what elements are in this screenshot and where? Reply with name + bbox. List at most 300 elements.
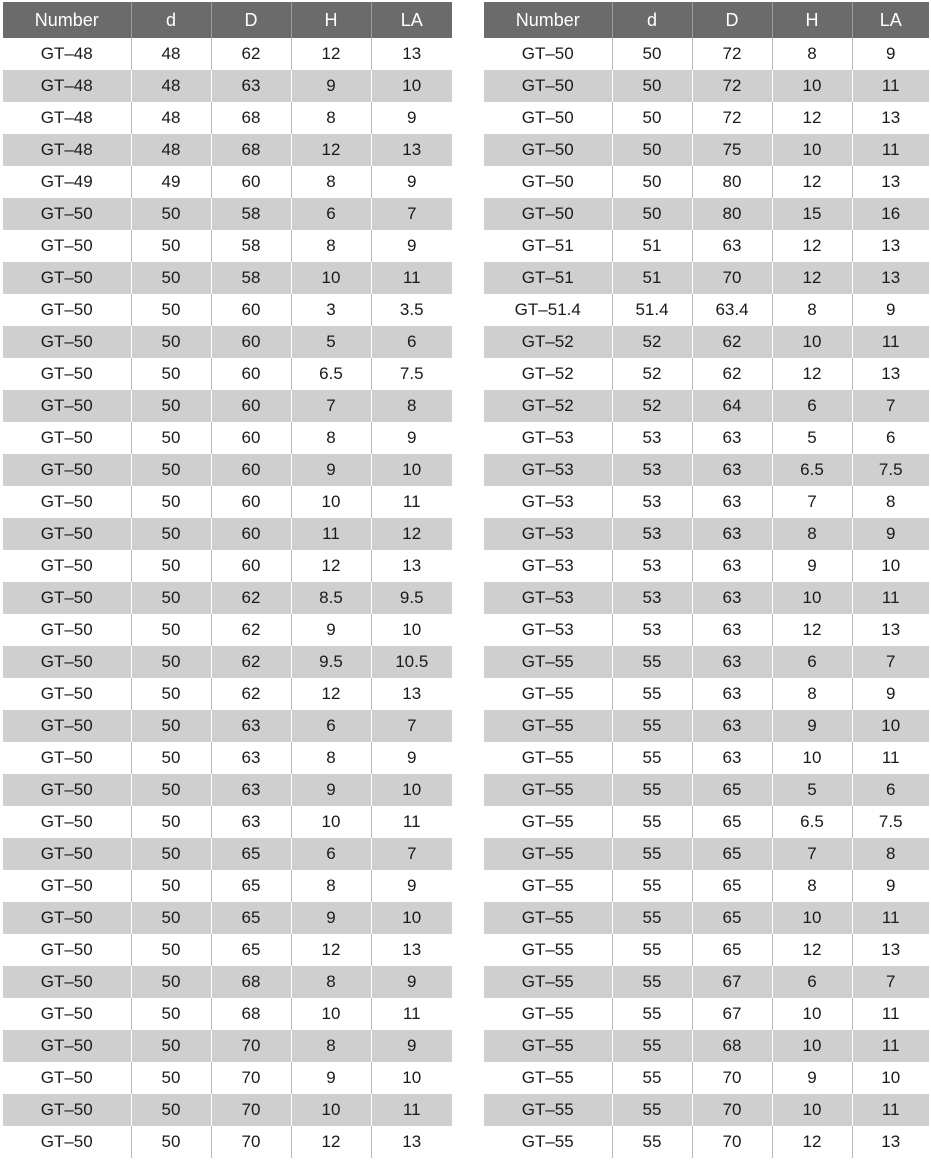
cell-la: 13 <box>852 614 929 646</box>
cell-la: 13 <box>371 1126 452 1158</box>
cell-number: GT–50 <box>40 748 93 767</box>
cell-number: GT–50 <box>40 236 93 255</box>
cell-d-inner: 48 <box>131 70 211 102</box>
cell-number: GT–50 <box>484 198 612 230</box>
table-row <box>484 934 929 966</box>
cell-d-inner: 50 <box>131 902 211 934</box>
cell-d-inner: 48 <box>131 134 211 166</box>
cell-d-inner: 53 <box>612 614 692 646</box>
cell-number: GT–55 <box>521 1132 574 1151</box>
cell-h: 7 <box>291 390 371 422</box>
cell-d-outer: 67 <box>692 966 772 998</box>
cell-d-outer: 63 <box>692 710 772 742</box>
cell-d-inner: 50 <box>131 550 211 582</box>
cell-number: GT–53 <box>521 492 574 511</box>
table-row <box>3 198 452 230</box>
cell-number: GT–50 <box>521 108 574 127</box>
cell-d-outer: 70 <box>211 1062 291 1094</box>
table-row <box>3 70 452 102</box>
cell-number: GT–50 <box>3 966 131 998</box>
cell-d-outer: 60 <box>211 486 291 518</box>
cell-h: 8 <box>291 230 371 262</box>
cell-number: GT–50 <box>3 198 131 230</box>
cell-la: 11 <box>852 1030 929 1062</box>
cell-h: 10 <box>772 1030 852 1062</box>
cell-la: 9 <box>371 870 452 902</box>
cell-h: 6 <box>291 838 371 870</box>
cell-d-outer: 60 <box>211 294 291 326</box>
cell-number: GT–55 <box>521 1004 574 1023</box>
cell-la: 6 <box>852 422 929 454</box>
table-row <box>3 934 452 966</box>
cell-d-inner: 50 <box>612 102 692 134</box>
cell-number: GT–50 <box>40 1068 93 1087</box>
cell-la: 13 <box>852 230 929 262</box>
cell-d-inner: 50 <box>131 742 211 774</box>
table-row <box>3 998 452 1030</box>
table-row <box>484 422 929 454</box>
cell-h: 6 <box>772 390 852 422</box>
cell-la: 7 <box>371 198 452 230</box>
cell-h: 5 <box>772 422 852 454</box>
table-header-row <box>484 2 929 38</box>
cell-d-inner: 53 <box>612 550 692 582</box>
cell-h: 10 <box>291 486 371 518</box>
cell-la: 13 <box>852 166 929 198</box>
cell-h: 10 <box>772 1094 852 1126</box>
table-row <box>484 166 929 198</box>
table-row <box>3 870 452 902</box>
table-row <box>484 678 929 710</box>
cell-d-inner: 50 <box>131 582 211 614</box>
cell-h: 12 <box>772 1126 852 1158</box>
cell-la: 7 <box>852 646 929 678</box>
table-row <box>3 838 452 870</box>
cell-d-outer: 68 <box>211 998 291 1030</box>
cell-d-outer: 80 <box>692 166 772 198</box>
cell-d-inner: 48 <box>131 38 211 70</box>
cell-d-inner: 50 <box>131 326 211 358</box>
cell-la: 9 <box>371 166 452 198</box>
cell-h: 8 <box>772 294 852 326</box>
cell-d-outer: 63 <box>211 774 291 806</box>
cell-d-inner: 51.4 <box>612 294 692 326</box>
table-header-row <box>3 2 452 38</box>
cell-d-inner: 50 <box>612 134 692 166</box>
cell-number: GT–50 <box>40 556 93 575</box>
table-row <box>484 38 929 70</box>
cell-number: GT–55 <box>484 838 612 870</box>
table-row <box>484 550 929 582</box>
cell-number: GT–50 <box>3 902 131 934</box>
table-row <box>3 358 452 390</box>
table-row <box>3 582 452 614</box>
cell-la: 11 <box>852 1094 929 1126</box>
cell-d-outer: 63 <box>211 710 291 742</box>
cell-la: 13 <box>371 38 452 70</box>
table-row <box>3 678 452 710</box>
cell-h: 8 <box>291 102 371 134</box>
cell-d-outer: 72 <box>692 102 772 134</box>
cell-h: 8 <box>291 742 371 774</box>
cell-d-outer: 63 <box>692 550 772 582</box>
cell-h: 10 <box>291 1094 371 1126</box>
cell-h: 8 <box>772 870 852 902</box>
cell-h: 8.5 <box>291 582 371 614</box>
cell-d-inner: 55 <box>612 1126 692 1158</box>
table-row <box>3 742 452 774</box>
cell-d-outer: 68 <box>692 1030 772 1062</box>
cell-h: 12 <box>291 1126 371 1158</box>
cell-d-outer: 70 <box>211 1126 291 1158</box>
cell-la: 13 <box>852 934 929 966</box>
header-d-inner: d <box>612 2 692 38</box>
cell-la: 10 <box>852 550 929 582</box>
table-row <box>484 390 929 422</box>
cell-d-inner: 52 <box>612 358 692 390</box>
cell-d-outer: 63 <box>692 422 772 454</box>
cell-d-outer: 62 <box>211 646 291 678</box>
cell-d-outer: 60 <box>211 422 291 454</box>
cell-h: 8 <box>291 1030 371 1062</box>
cell-h: 9 <box>291 1062 371 1094</box>
cell-la: 9 <box>852 678 929 710</box>
cell-d-inner: 50 <box>131 934 211 966</box>
cell-la: 3.5 <box>371 294 452 326</box>
cell-la: 10 <box>852 1062 929 1094</box>
header-number: Number <box>3 2 131 38</box>
cell-d-inner: 50 <box>131 294 211 326</box>
cell-h: 12 <box>291 678 371 710</box>
cell-d-outer: 63.4 <box>692 294 772 326</box>
cell-la: 7 <box>371 838 452 870</box>
cell-d-inner: 53 <box>612 582 692 614</box>
cell-number: GT–50 <box>3 710 131 742</box>
cell-la: 9 <box>371 230 452 262</box>
cell-number: GT–50 <box>521 172 574 191</box>
cell-d-outer: 70 <box>211 1094 291 1126</box>
cell-h: 9 <box>291 614 371 646</box>
cell-la: 10 <box>852 710 929 742</box>
table-row <box>3 262 452 294</box>
cell-number: GT–55 <box>521 812 574 831</box>
table-row <box>3 1030 452 1062</box>
cell-la: 10.5 <box>371 646 452 678</box>
cell-h: 12 <box>291 38 371 70</box>
spec-table-left <box>3 2 452 1158</box>
cell-d-inner: 55 <box>612 806 692 838</box>
table-row <box>3 134 452 166</box>
cell-d-outer: 60 <box>211 358 291 390</box>
cell-h: 10 <box>291 262 371 294</box>
cell-d-inner: 50 <box>131 1126 211 1158</box>
cell-d-inner: 55 <box>612 774 692 806</box>
cell-d-outer: 70 <box>692 1094 772 1126</box>
cell-h: 9 <box>772 710 852 742</box>
header-d-outer: D <box>692 2 772 38</box>
cell-d-inner: 50 <box>612 166 692 198</box>
cell-d-outer: 60 <box>211 518 291 550</box>
cell-number: GT–50 <box>3 838 131 870</box>
table-row <box>3 902 452 934</box>
cell-h: 8 <box>772 678 852 710</box>
table-row <box>484 1094 929 1126</box>
table-row <box>484 646 929 678</box>
table-row <box>484 902 929 934</box>
table-row <box>3 550 452 582</box>
cell-number: GT–50 <box>3 518 131 550</box>
cell-la: 9 <box>852 518 929 550</box>
cell-number: GT–51.4 <box>514 300 581 319</box>
cell-number: GT–50 <box>40 1004 93 1023</box>
cell-h: 12 <box>772 102 852 134</box>
cell-la: 11 <box>852 998 929 1030</box>
cell-d-outer: 80 <box>692 198 772 230</box>
cell-d-outer: 70 <box>211 1030 291 1062</box>
cell-number: GT–55 <box>521 940 574 959</box>
cell-h: 12 <box>772 166 852 198</box>
cell-h: 11 <box>291 518 371 550</box>
cell-h: 8 <box>291 422 371 454</box>
cell-d-outer: 63 <box>211 806 291 838</box>
table-row <box>484 198 929 230</box>
table-row <box>484 582 929 614</box>
table-row <box>3 486 452 518</box>
cell-number: GT–50 <box>40 1132 93 1151</box>
cell-d-inner: 55 <box>612 1030 692 1062</box>
cell-number: GT–50 <box>3 646 131 678</box>
table-row <box>484 262 929 294</box>
table-body <box>3 38 452 1158</box>
cell-d-outer: 63 <box>692 614 772 646</box>
cell-d-outer: 63 <box>211 70 291 102</box>
cell-h: 6.5 <box>772 806 852 838</box>
cell-la: 6 <box>371 326 452 358</box>
cell-d-outer: 65 <box>692 870 772 902</box>
table-row <box>3 326 452 358</box>
cell-number: GT–55 <box>484 774 612 806</box>
cell-number: GT–52 <box>484 390 612 422</box>
cell-la: 9 <box>852 294 929 326</box>
cell-d-inner: 50 <box>131 710 211 742</box>
cell-h: 6 <box>772 966 852 998</box>
cell-la: 10 <box>371 614 452 646</box>
cell-h: 10 <box>772 134 852 166</box>
table-row <box>484 518 929 550</box>
table-row <box>484 710 929 742</box>
cell-h: 12 <box>291 134 371 166</box>
cell-d-outer: 65 <box>211 902 291 934</box>
table-row <box>3 966 452 998</box>
cell-la: 13 <box>852 1126 929 1158</box>
table-row <box>3 1126 452 1158</box>
cell-number: GT–50 <box>40 300 93 319</box>
cell-d-inner: 50 <box>131 806 211 838</box>
cell-d-outer: 60 <box>211 166 291 198</box>
cell-d-inner: 50 <box>131 198 211 230</box>
table-row <box>3 774 452 806</box>
cell-number: GT–53 <box>484 582 612 614</box>
cell-d-outer: 58 <box>211 198 291 230</box>
cell-number: GT–50 <box>521 44 574 63</box>
cell-h: 5 <box>291 326 371 358</box>
cell-la: 8 <box>852 838 929 870</box>
cell-la: 16 <box>852 198 929 230</box>
cell-d-inner: 50 <box>131 262 211 294</box>
table-row <box>3 38 452 70</box>
table-row <box>484 1126 929 1158</box>
cell-d-inner: 55 <box>612 998 692 1030</box>
cell-d-inner: 50 <box>131 774 211 806</box>
cell-number: GT–50 <box>3 454 131 486</box>
cell-d-inner: 55 <box>612 966 692 998</box>
cell-la: 7 <box>371 710 452 742</box>
cell-h: 9 <box>291 454 371 486</box>
spec-table-right <box>484 2 929 1158</box>
cell-d-outer: 62 <box>211 582 291 614</box>
table-row <box>484 870 929 902</box>
cell-number: GT–50 <box>3 262 131 294</box>
cell-h: 12 <box>772 358 852 390</box>
cell-number: GT–55 <box>521 748 574 767</box>
cell-d-outer: 62 <box>211 38 291 70</box>
cell-d-inner: 55 <box>612 1062 692 1094</box>
table-row <box>3 102 452 134</box>
cell-number: GT–48 <box>40 108 93 127</box>
cell-d-inner: 55 <box>612 870 692 902</box>
table-row <box>484 614 929 646</box>
table-row <box>3 806 452 838</box>
cell-d-outer: 68 <box>211 966 291 998</box>
cell-d-inner: 50 <box>612 38 692 70</box>
cell-number: GT–48 <box>3 134 131 166</box>
cell-d-outer: 64 <box>692 390 772 422</box>
cell-d-inner: 52 <box>612 326 692 358</box>
cell-number: GT–55 <box>484 966 612 998</box>
cell-la: 7.5 <box>852 454 929 486</box>
cell-d-outer: 67 <box>692 998 772 1030</box>
cell-h: 7 <box>772 838 852 870</box>
cell-la: 11 <box>852 326 929 358</box>
cell-d-outer: 58 <box>211 230 291 262</box>
cell-d-inner: 50 <box>131 870 211 902</box>
cell-d-outer: 60 <box>211 390 291 422</box>
cell-number: GT–50 <box>484 70 612 102</box>
cell-number: GT–55 <box>484 646 612 678</box>
cell-number: GT–50 <box>3 390 131 422</box>
cell-la: 13 <box>371 550 452 582</box>
cell-d-inner: 53 <box>612 486 692 518</box>
cell-la: 8 <box>852 486 929 518</box>
table-row <box>3 646 452 678</box>
cell-number: GT–50 <box>484 134 612 166</box>
cell-d-outer: 72 <box>692 70 772 102</box>
cell-d-outer: 62 <box>692 326 772 358</box>
cell-la: 11 <box>852 582 929 614</box>
table-row <box>3 294 452 326</box>
cell-number: GT–50 <box>3 774 131 806</box>
cell-h: 6 <box>291 710 371 742</box>
table-row <box>484 966 929 998</box>
cell-number: GT–50 <box>3 1094 131 1126</box>
cell-d-inner: 48 <box>131 102 211 134</box>
cell-h: 12 <box>772 262 852 294</box>
cell-d-outer: 58 <box>211 262 291 294</box>
cell-la: 13 <box>371 934 452 966</box>
cell-d-outer: 62 <box>211 614 291 646</box>
cell-d-outer: 72 <box>692 38 772 70</box>
cell-number: GT–53 <box>484 518 612 550</box>
cell-d-outer: 63 <box>692 678 772 710</box>
cell-h: 8 <box>772 518 852 550</box>
cell-d-outer: 65 <box>692 934 772 966</box>
cell-d-outer: 63 <box>692 582 772 614</box>
cell-d-outer: 65 <box>692 902 772 934</box>
cell-number: GT–50 <box>40 684 93 703</box>
cell-d-outer: 62 <box>692 358 772 390</box>
cell-d-inner: 55 <box>612 678 692 710</box>
cell-h: 6 <box>772 646 852 678</box>
cell-d-outer: 63 <box>211 742 291 774</box>
table-row <box>484 1030 929 1062</box>
cell-number: GT–55 <box>484 1030 612 1062</box>
cell-d-outer: 65 <box>211 934 291 966</box>
cell-d-outer: 70 <box>692 1126 772 1158</box>
cell-d-outer: 70 <box>692 262 772 294</box>
cell-la: 9 <box>371 742 452 774</box>
cell-la: 9 <box>371 966 452 998</box>
cell-la: 7 <box>852 390 929 422</box>
cell-la: 11 <box>852 134 929 166</box>
cell-d-outer: 60 <box>211 550 291 582</box>
cell-h: 12 <box>291 934 371 966</box>
table-row <box>484 486 929 518</box>
cell-number: GT–55 <box>521 876 574 895</box>
header-h: H <box>291 2 371 38</box>
table-row <box>484 998 929 1030</box>
cell-number: GT–55 <box>521 1068 574 1087</box>
cell-number: GT–53 <box>521 428 574 447</box>
table-row <box>3 166 452 198</box>
cell-h: 9 <box>291 774 371 806</box>
cell-d-inner: 50 <box>612 198 692 230</box>
table-row <box>484 454 929 486</box>
cell-number: GT–53 <box>521 556 574 575</box>
cell-d-inner: 50 <box>131 998 211 1030</box>
table-body <box>484 38 929 1158</box>
cell-la: 9.5 <box>371 582 452 614</box>
cell-d-outer: 65 <box>692 774 772 806</box>
cell-h: 8 <box>291 166 371 198</box>
cell-d-outer: 68 <box>211 134 291 166</box>
cell-d-inner: 50 <box>131 454 211 486</box>
cell-d-outer: 62 <box>211 678 291 710</box>
table-row <box>3 710 452 742</box>
cell-d-inner: 53 <box>612 422 692 454</box>
cell-la: 10 <box>371 902 452 934</box>
cell-la: 11 <box>371 1094 452 1126</box>
cell-number: GT–48 <box>3 70 131 102</box>
cell-h: 6.5 <box>772 454 852 486</box>
cell-la: 9 <box>852 870 929 902</box>
cell-la: 11 <box>852 742 929 774</box>
cell-number: GT–52 <box>484 326 612 358</box>
cell-d-inner: 51 <box>612 262 692 294</box>
cell-la: 11 <box>371 998 452 1030</box>
cell-number: GT–51 <box>521 236 574 255</box>
table-row <box>484 358 929 390</box>
cell-d-inner: 52 <box>612 390 692 422</box>
